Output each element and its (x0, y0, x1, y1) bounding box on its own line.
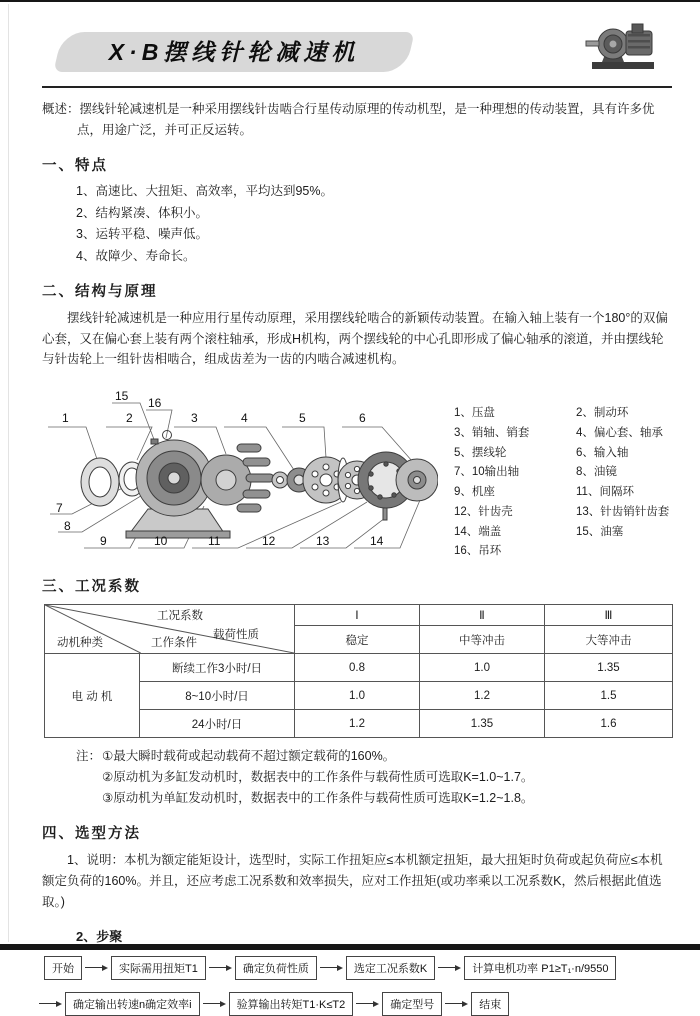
part-item: 9、机座 (454, 486, 495, 498)
row-group-label: 电 动 机 (45, 654, 140, 738)
arrow-right-icon (356, 1001, 379, 1007)
feature-item: 1、高速比、大扭矩、高效率，平均达到95%。 (76, 184, 333, 198)
callout-number: 11 (208, 534, 221, 548)
structure-diagram-row (42, 382, 672, 562)
section4-paragraph: 1、说明：本机为额定能矩设计，选型时，实际工作扭矩应≤本机额定扭矩，最大扭矩时负荷或起负荷应≤本机额定负荷的160%。并且，还应考虑工况系数和效率损失，应对工作扭矩(或功率乘以工况系数K，然后根据此值选取。) (42, 853, 663, 909)
flowchart-row-1 (44, 956, 672, 980)
col-header: Ⅱ (420, 605, 545, 626)
part-item: 16、吊环 (454, 545, 502, 558)
page-content (42, 0, 672, 1016)
table-cell: 8~10小时/日 (140, 682, 295, 710)
overview-label: 概述： (42, 102, 80, 116)
part-item: 5、摆线轮 (454, 446, 507, 459)
note-item: ③原动机为单缸发动机时，数据表中的工作条件与载荷性质可选取K=1.2~1.8。 (102, 791, 534, 805)
section2-title: 二、结构与原理 (42, 284, 158, 300)
table-corner-cell (45, 605, 295, 654)
col-header: Ⅲ (545, 605, 673, 626)
part-item: 1、压盘 (454, 407, 495, 419)
callout-number: 5 (299, 411, 306, 425)
part-item: 7、10输出轴 (454, 466, 520, 479)
arrow-right-icon (203, 1001, 226, 1007)
flowchart-row-2 (36, 992, 672, 1016)
arrow-right-icon (209, 965, 232, 971)
arrow-right-icon (320, 965, 343, 971)
part-item: 3、销轴、销套 (454, 426, 530, 439)
callout-number: 3 (191, 411, 198, 425)
corner-label-machine: 动机种类 (57, 637, 103, 649)
part-item: 6、输入轴 (576, 446, 629, 459)
section3-title: 三、工况系数 (42, 579, 141, 595)
notes-label: 注： (76, 749, 102, 763)
flow-step-end: 结束 (471, 992, 509, 1016)
part-item: 14、端盖 (454, 525, 502, 538)
part-item: 8、油镜 (576, 466, 617, 479)
part-item: 13、针齿销针齿套 (576, 505, 670, 518)
flow-step-start: 开始 (44, 956, 82, 980)
parts-list (454, 404, 672, 562)
flow-step: 选定工况系数K (346, 956, 435, 980)
overview-paragraph (42, 99, 672, 141)
section2-paragraph: 摆线针轮减速机是一种应用行星传动原理，采用摆线轮啮合的新颖传动装置。在输入轴上装有一个180°的双偏心套，又在偏心套上装有两个滚柱轴承，形成H机构，两个摆线轮的中心孔即形成了偏心轴承的滚道，并由摆线轮与针齿轮上一组针齿相啮合，组成齿差为一齿的内啮合减速机构。 (42, 311, 668, 366)
callout-number: 13 (316, 534, 330, 548)
arrow-right-icon (39, 1001, 62, 1007)
header-divider (42, 86, 672, 88)
table-cell: 1.2 (295, 710, 420, 738)
callout-number: 7 (56, 501, 63, 515)
page-header (42, 0, 672, 88)
table-notes (76, 746, 672, 809)
flow-step: 实际需用扭矩T1 (111, 956, 206, 980)
overview-text: 摆线针轮减速机是一种采用摆线针齿啮合行星传动原理的传动机型，是一种理想的传动装置，具有许多优点，用途广泛，并可正反运转。 (77, 102, 655, 137)
section1-title: 一、特点 (42, 158, 108, 174)
table-cell: 0.8 (295, 654, 420, 682)
table-cell: 1.35 (545, 654, 673, 682)
corner-label-coefficient: 工况系数 (157, 610, 203, 622)
part-item: 11、间隔环 (576, 486, 634, 498)
section4-title: 四、选型方法 (42, 826, 141, 842)
flow-step: 确定负荷性质 (235, 956, 317, 980)
col-header: Ⅰ (295, 605, 420, 626)
table-cell: 1.0 (295, 682, 420, 710)
callout-number: 12 (262, 534, 276, 548)
callout-number: 16 (148, 396, 162, 410)
part-item (576, 542, 672, 562)
flow-step: 计算电机功率 P1≥T₁·n/9550 (464, 956, 616, 980)
page-left-edge (8, 4, 9, 942)
col-subheader: 大等冲击 (545, 626, 673, 654)
feature-list (76, 181, 672, 267)
flow-step: 确定输出转速n确定效率i (65, 992, 200, 1016)
arrow-right-icon (438, 965, 461, 971)
part-item: 15、油塞 (576, 525, 624, 538)
callout-number: 1 (62, 411, 69, 425)
table-row (45, 682, 673, 710)
table-row (45, 654, 673, 682)
callout-number: 4 (241, 411, 248, 425)
table-cell: 1.2 (420, 682, 545, 710)
reducer-photo (580, 18, 668, 78)
table-row (45, 710, 673, 738)
table-cell: 1.0 (420, 654, 545, 682)
callout-number: 8 (64, 519, 71, 533)
flow-step: 验算输出转矩T1·K≤T2 (229, 992, 354, 1016)
note-item: ②原动机为多缸发动机时，数据表中的工作条件与载荷性质可选取K=1.0~1.7。 (102, 770, 534, 784)
feature-item: 3、运转平稳、噪声低。 (76, 227, 208, 241)
note-item: ①最大瞬时载荷或起动载荷不超过额定载荷的160%。 (102, 749, 396, 763)
condition-coefficient-table (44, 604, 673, 738)
col-subheader: 中等冲击 (420, 626, 545, 654)
callout-number: 10 (154, 534, 168, 548)
title-banner (53, 32, 414, 72)
page-bottom-edge (0, 944, 700, 950)
table-cell: 1.6 (545, 710, 673, 738)
feature-item: 4、故障少、寿命长。 (76, 248, 196, 263)
part-item: 2、制动环 (576, 407, 629, 419)
arrow-right-icon (445, 1001, 468, 1007)
page-title: X·B摆线针轮减速机 (108, 39, 360, 65)
col-subheader: 稳定 (295, 626, 420, 654)
callout-number: 2 (126, 411, 133, 425)
table-cell: 1.5 (545, 682, 673, 710)
flow-step: 确定型号 (382, 992, 442, 1016)
exploded-view-diagram (42, 382, 438, 560)
steps-label: 2、步聚 (76, 928, 123, 944)
table-cell: 24小时/日 (140, 710, 295, 738)
corner-label-condition: 工作条件 (151, 637, 197, 649)
callout-number: 14 (370, 534, 384, 548)
corner-label-load: 载荷性质 (213, 629, 259, 641)
part-item: 12、针齿壳 (454, 505, 513, 518)
callout-number: 6 (359, 411, 366, 425)
part-item: 4、偏心套、轴承 (576, 426, 663, 439)
feature-item: 2、结构紧凑、体积小。 (76, 205, 208, 220)
table-cell: 1.35 (420, 710, 545, 738)
table-cell: 断续工作3小时/日 (140, 654, 295, 682)
callout-number: 9 (100, 534, 107, 548)
arrow-right-icon (85, 965, 108, 971)
callout-number: 15 (115, 389, 129, 403)
